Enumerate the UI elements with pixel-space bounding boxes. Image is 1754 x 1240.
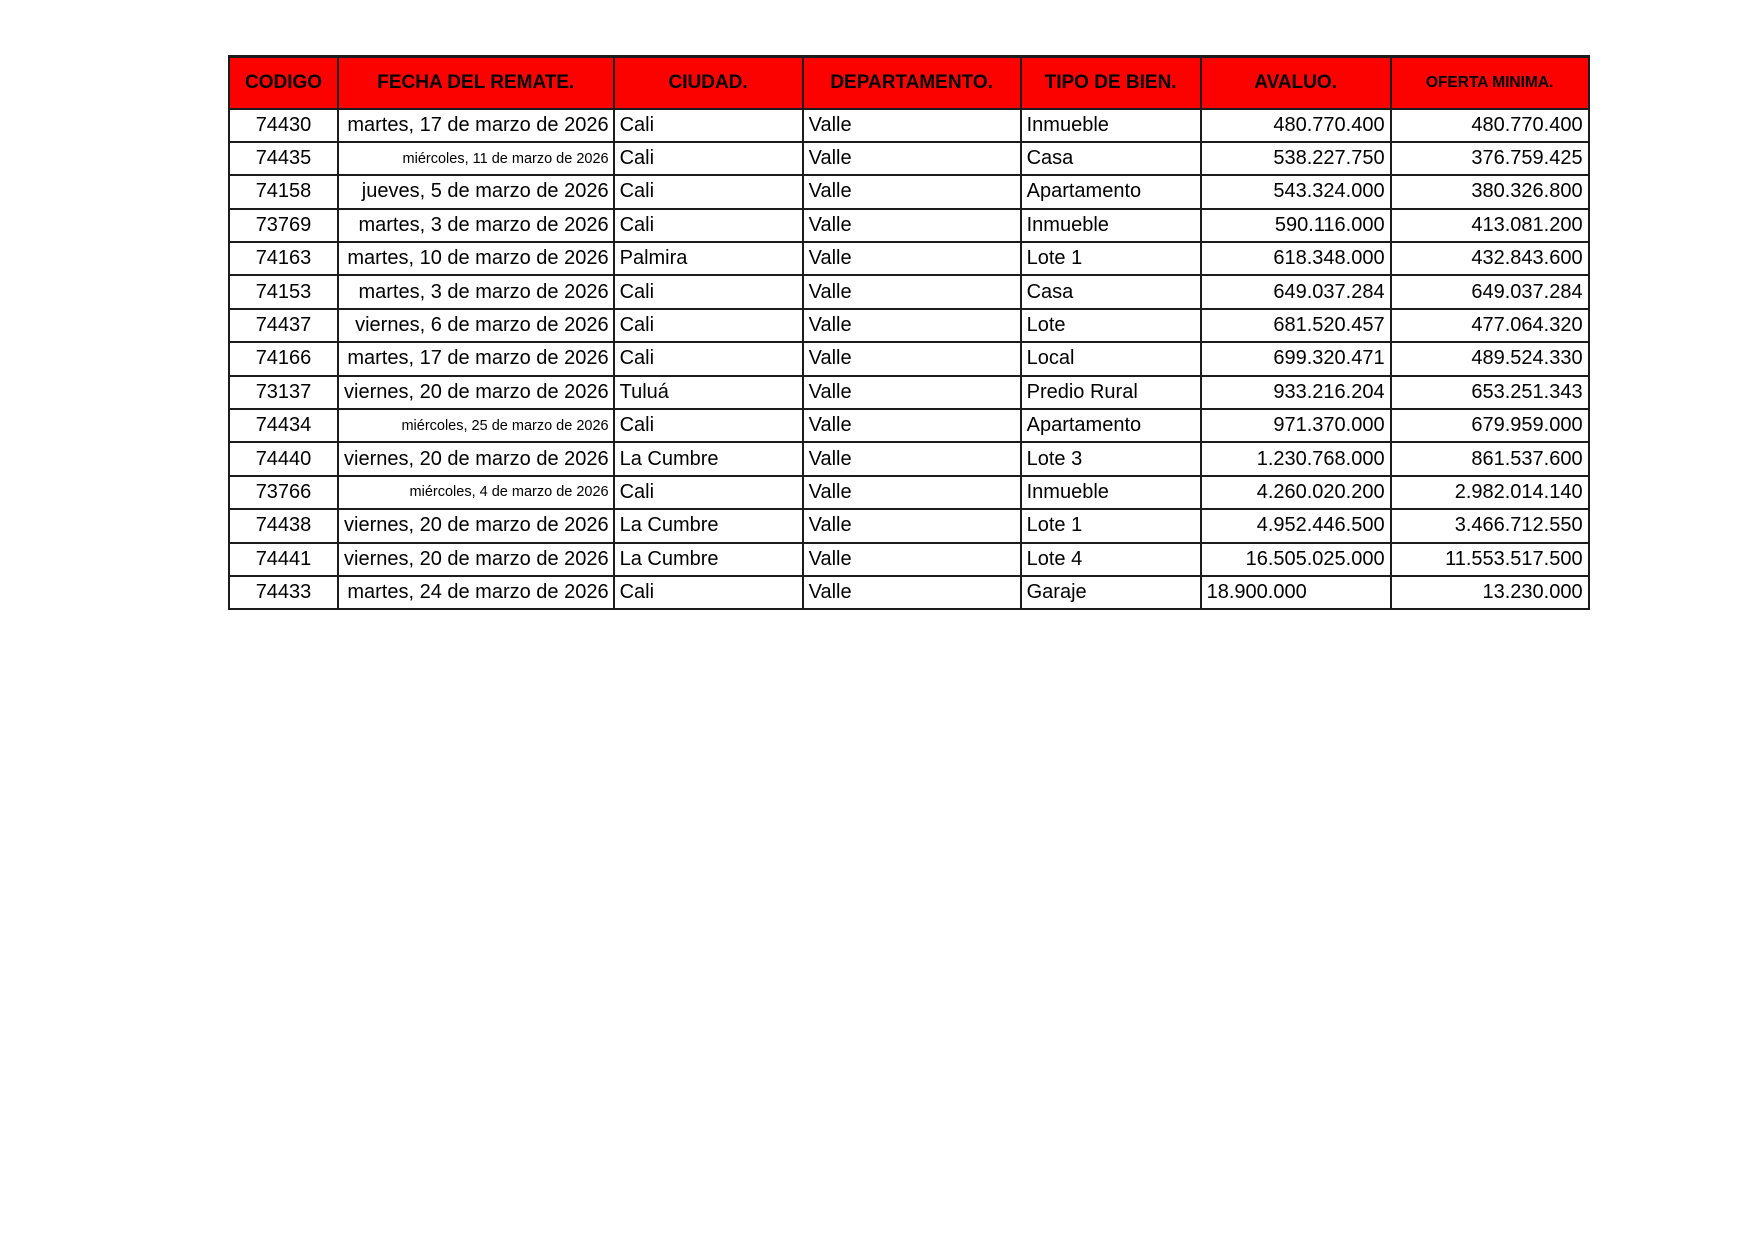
cell-ciudad: Cali: [614, 142, 803, 175]
cell-oferta: 3.466.712.550: [1391, 509, 1589, 542]
cell-codigo: 74441: [229, 543, 338, 576]
cell-avaluo: 933.216.204: [1201, 376, 1391, 409]
table-row: [229, 376, 1589, 409]
column-header-oferta: OFERTA MINIMA.: [1391, 57, 1589, 109]
table-row: [229, 576, 1589, 609]
column-header-codigo: CODIGO: [229, 57, 338, 109]
cell-oferta: 413.081.200: [1391, 209, 1589, 242]
cell-fecha: viernes, 20 de marzo de 2026: [338, 442, 614, 475]
cell-ciudad: Cali: [614, 209, 803, 242]
cell-oferta: 480.770.400: [1391, 109, 1589, 142]
cell-departamento: Valle: [803, 476, 1021, 509]
cell-departamento: Valle: [803, 109, 1021, 142]
cell-codigo: 74434: [229, 409, 338, 442]
table-row: [229, 109, 1589, 142]
cell-departamento: Valle: [803, 376, 1021, 409]
cell-oferta: 653.251.343: [1391, 376, 1589, 409]
table-row: [229, 175, 1589, 208]
cell-oferta: 489.524.330: [1391, 342, 1589, 375]
cell-tipo: Casa: [1021, 275, 1201, 308]
cell-fecha: miércoles, 25 de marzo de 2026: [338, 409, 614, 442]
auction-table-sheet: [228, 55, 1590, 610]
table-row: [229, 442, 1589, 475]
cell-ciudad: Cali: [614, 109, 803, 142]
cell-ciudad: Cali: [614, 175, 803, 208]
cell-fecha: viernes, 6 de marzo de 2026: [338, 309, 614, 342]
cell-ciudad: Cali: [614, 309, 803, 342]
cell-oferta: 376.759.425: [1391, 142, 1589, 175]
cell-codigo: 73769: [229, 209, 338, 242]
cell-departamento: Valle: [803, 309, 1021, 342]
table-row: [229, 509, 1589, 542]
cell-departamento: Valle: [803, 409, 1021, 442]
cell-tipo: Local: [1021, 342, 1201, 375]
cell-tipo: Inmueble: [1021, 109, 1201, 142]
cell-avaluo: 18.900.000: [1201, 576, 1391, 609]
cell-fecha: martes, 3 de marzo de 2026: [338, 209, 614, 242]
table-row: [229, 242, 1589, 275]
cell-avaluo: 480.770.400: [1201, 109, 1391, 142]
cell-avaluo: 649.037.284: [1201, 275, 1391, 308]
table-header: [229, 57, 1589, 109]
column-header-ciudad: CIUDAD.: [614, 57, 803, 109]
cell-codigo: 73766: [229, 476, 338, 509]
cell-departamento: Valle: [803, 175, 1021, 208]
cell-ciudad: Cali: [614, 576, 803, 609]
table-row: [229, 142, 1589, 175]
cell-fecha: jueves, 5 de marzo de 2026: [338, 175, 614, 208]
cell-departamento: Valle: [803, 543, 1021, 576]
cell-avaluo: 971.370.000: [1201, 409, 1391, 442]
cell-fecha: martes, 24 de marzo de 2026: [338, 576, 614, 609]
cell-fecha: martes, 17 de marzo de 2026: [338, 109, 614, 142]
cell-tipo: Inmueble: [1021, 209, 1201, 242]
remates-table: [228, 55, 1590, 610]
cell-codigo: 73137: [229, 376, 338, 409]
cell-codigo: 74163: [229, 242, 338, 275]
cell-fecha: viernes, 20 de marzo de 2026: [338, 509, 614, 542]
cell-codigo: 74430: [229, 109, 338, 142]
cell-fecha: miércoles, 4 de marzo de 2026: [338, 476, 614, 509]
table-row: [229, 309, 1589, 342]
cell-oferta: 2.982.014.140: [1391, 476, 1589, 509]
table-row: [229, 342, 1589, 375]
cell-ciudad: Cali: [614, 476, 803, 509]
cell-avaluo: 681.520.457: [1201, 309, 1391, 342]
cell-tipo: Lote 1: [1021, 509, 1201, 542]
cell-avaluo: 1.230.768.000: [1201, 442, 1391, 475]
cell-departamento: Valle: [803, 142, 1021, 175]
cell-ciudad: Cali: [614, 342, 803, 375]
cell-codigo: 74438: [229, 509, 338, 542]
cell-oferta: 13.230.000: [1391, 576, 1589, 609]
cell-fecha: viernes, 20 de marzo de 2026: [338, 543, 614, 576]
cell-tipo: Predio Rural: [1021, 376, 1201, 409]
cell-departamento: Valle: [803, 209, 1021, 242]
cell-tipo: Apartamento: [1021, 409, 1201, 442]
cell-tipo: Lote 3: [1021, 442, 1201, 475]
cell-fecha: miércoles, 11 de marzo de 2026: [338, 142, 614, 175]
cell-avaluo: 538.227.750: [1201, 142, 1391, 175]
cell-avaluo: 543.324.000: [1201, 175, 1391, 208]
cell-avaluo: 618.348.000: [1201, 242, 1391, 275]
cell-departamento: Valle: [803, 242, 1021, 275]
cell-ciudad: Palmira: [614, 242, 803, 275]
cell-fecha: martes, 10 de marzo de 2026: [338, 242, 614, 275]
cell-codigo: 74166: [229, 342, 338, 375]
cell-ciudad: Cali: [614, 275, 803, 308]
cell-ciudad: Tuluá: [614, 376, 803, 409]
cell-fecha: martes, 17 de marzo de 2026: [338, 342, 614, 375]
cell-fecha: martes, 3 de marzo de 2026: [338, 275, 614, 308]
cell-oferta: 861.537.600: [1391, 442, 1589, 475]
cell-oferta: 649.037.284: [1391, 275, 1589, 308]
column-header-avaluo: AVALUO.: [1201, 57, 1391, 109]
cell-departamento: Valle: [803, 275, 1021, 308]
cell-tipo: Lote: [1021, 309, 1201, 342]
cell-oferta: 432.843.600: [1391, 242, 1589, 275]
cell-avaluo: 4.952.446.500: [1201, 509, 1391, 542]
cell-codigo: 74437: [229, 309, 338, 342]
cell-ciudad: La Cumbre: [614, 543, 803, 576]
cell-tipo: Lote 1: [1021, 242, 1201, 275]
cell-avaluo: 16.505.025.000: [1201, 543, 1391, 576]
cell-oferta: 679.959.000: [1391, 409, 1589, 442]
cell-tipo: Apartamento: [1021, 175, 1201, 208]
cell-avaluo: 699.320.471: [1201, 342, 1391, 375]
cell-departamento: Valle: [803, 576, 1021, 609]
table-row: [229, 409, 1589, 442]
cell-codigo: 74435: [229, 142, 338, 175]
column-header-fecha: FECHA DEL REMATE.: [338, 57, 614, 109]
cell-departamento: Valle: [803, 509, 1021, 542]
table-row: [229, 209, 1589, 242]
cell-codigo: 74433: [229, 576, 338, 609]
cell-departamento: Valle: [803, 342, 1021, 375]
table-body: [229, 109, 1589, 610]
cell-departamento: Valle: [803, 442, 1021, 475]
cell-oferta: 477.064.320: [1391, 309, 1589, 342]
table-row: [229, 543, 1589, 576]
cell-ciudad: Cali: [614, 409, 803, 442]
table-row: [229, 476, 1589, 509]
cell-tipo: Garaje: [1021, 576, 1201, 609]
cell-tipo: Lote 4: [1021, 543, 1201, 576]
cell-oferta: 11.553.517.500: [1391, 543, 1589, 576]
cell-tipo: Inmueble: [1021, 476, 1201, 509]
header-row: [229, 57, 1589, 109]
cell-ciudad: La Cumbre: [614, 442, 803, 475]
cell-tipo: Casa: [1021, 142, 1201, 175]
cell-avaluo: 4.260.020.200: [1201, 476, 1391, 509]
column-header-tipo: TIPO DE BIEN.: [1021, 57, 1201, 109]
table-row: [229, 275, 1589, 308]
cell-codigo: 74153: [229, 275, 338, 308]
cell-oferta: 380.326.800: [1391, 175, 1589, 208]
cell-codigo: 74158: [229, 175, 338, 208]
cell-ciudad: La Cumbre: [614, 509, 803, 542]
cell-codigo: 74440: [229, 442, 338, 475]
cell-fecha: viernes, 20 de marzo de 2026: [338, 376, 614, 409]
cell-avaluo: 590.116.000: [1201, 209, 1391, 242]
column-header-departamento: DEPARTAMENTO.: [803, 57, 1021, 109]
